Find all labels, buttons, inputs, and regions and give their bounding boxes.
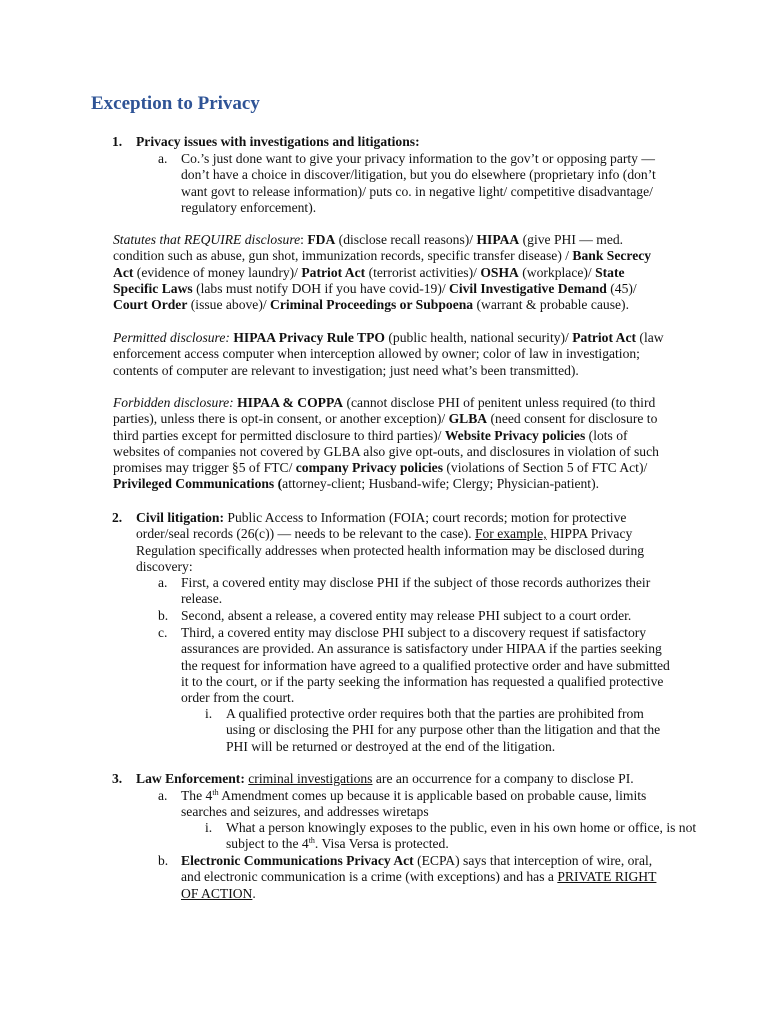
permitted-disclosure-paragraph: Permitted disclosure: HIPAA Privacy Rule TPO (public health, national security)/ Patriot Act (law enforcement access computer when interception allowed by owner; color of law in investigation; contents of computer are relevant to investigation; just need what’s been transmitted). bbox=[113, 330, 664, 378]
section-1-number: 1. bbox=[112, 134, 123, 149]
section-2-item-c-label: c. bbox=[158, 625, 168, 640]
section-2-number: 2. bbox=[112, 510, 123, 525]
section-2-item-b-label: b. bbox=[158, 608, 169, 623]
section-3-item-b: Electronic Communications Privacy Act (ECPA) says that interception of wire, oral, and electronic communication is a crime (with exceptions) and has a PRIVATE RIGHT OF ACTION. bbox=[181, 853, 657, 901]
page-title: Exception to Privacy bbox=[91, 93, 260, 114]
section-2-item-c-i: A qualified protective order requires both that the parties are prohibited from using or disclosing the PHI for any purpose other than the litigation and that the PHI will be returned or destroyed at the end of the litigation. bbox=[226, 706, 661, 754]
private-right-of-action-link: PRIVATE RIGHT OF ACTION bbox=[181, 869, 657, 901]
section-2-item-c-i-label: i. bbox=[205, 706, 213, 721]
required-disclosure-paragraph: Statutes that REQUIRE disclosure: FDA (disclose recall reasons)/ HIPAA (give PHI — med. condition such as abuse, gun shot, immunization records, specific transfer disease) / Bank Secrecy Act (evidence of money laundry)/ Patriot Act (terrorist activities)/ OSHA (workplace)/ State Specific Laws (labs must notify DOH if you have covid-19)/ Civil Investigative Demand (45)/ Court Order (issue above)/ Criminal Proceedings or Subpoena (warrant & probable cause). bbox=[113, 232, 652, 313]
section-3-item-a-i: What a person knowingly exposes to the public, even in his own home or office, is not subject to the 4th. Visa Versa is protected. bbox=[226, 820, 697, 852]
section-1-item-a: Co.’s just done want to give your privacy information to the gov’t or opposing party — don’t have a choice in discover/litigation, but you do elsewhere (proprietary info (don’t want govt to release information)/ puts co. in negative light/ competitive disadvantage/ regulatory enforcement). bbox=[181, 151, 656, 215]
section-2-item-a: First, a covered entity may disclose PHI if the subject of those records authorizes their release. bbox=[181, 575, 651, 607]
section-2-paragraph: Civil litigation: Public Access to Information (FOIA; court records; motion for protective order/seal records (26(c)) — needs to be relevant to the case). For example, HIPPA Privacy Regulation specifically addresses when protected health information may be disclosed during discovery: bbox=[136, 510, 645, 574]
section-2-item-c: Third, a covered entity may disclose PHI subject to a discovery request if satisfactory assurances are provided. An assurance is satisfactory under HIPAA if the parties seeking the request for information have agreed to a qualified protective order and have submitted it to the court, or if the party seeking the information has requested a qualified protective order from the court. bbox=[181, 625, 670, 706]
section-3-item-a-label: a. bbox=[158, 788, 168, 803]
section-3-item-a: The 4th Amendment comes up because it is applicable based on probable cause, limits searches and seizures, and addresses wiretaps bbox=[181, 788, 647, 820]
section-3-item-a-i-label: i. bbox=[205, 820, 213, 835]
section-1-item-a-label: a. bbox=[158, 151, 168, 166]
section-2-item-a-label: a. bbox=[158, 575, 168, 590]
section-3-item-b-label: b. bbox=[158, 853, 169, 868]
section-3-number: 3. bbox=[112, 771, 123, 786]
criminal-investigations-link: criminal investigations bbox=[248, 771, 373, 786]
for-example-link: For example, bbox=[474, 526, 547, 542]
section-2-item-b: Second, absent a release, a covered entity may release PHI subject to a court order. bbox=[181, 608, 632, 623]
section-3-paragraph: Law Enforcement: criminal investigations are an occurrence for a company to disclose PI. bbox=[136, 771, 634, 786]
section-1-heading: Privacy issues with investigations and litigations: bbox=[136, 134, 420, 149]
forbidden-disclosure-paragraph: Forbidden disclosure: HIPAA & COPPA (cannot disclose PHI of penitent unless required (to third parties), unless there is opt-in consent, or another exception)/ GLBA (need consent for disclosure to third parties except for permitted disclosure to third parties)/ Website Privacy policies (lots of websites of companies not covered by GLBA also give opt-outs, and disclosures in violation of such promises may trigger §5 of FTC/ company Privacy policies (violations of Section 5 of FTC Act)/ Privileged Communications (attorney-client; Husband-wife; Clergy; Physician-patient). bbox=[113, 395, 659, 492]
